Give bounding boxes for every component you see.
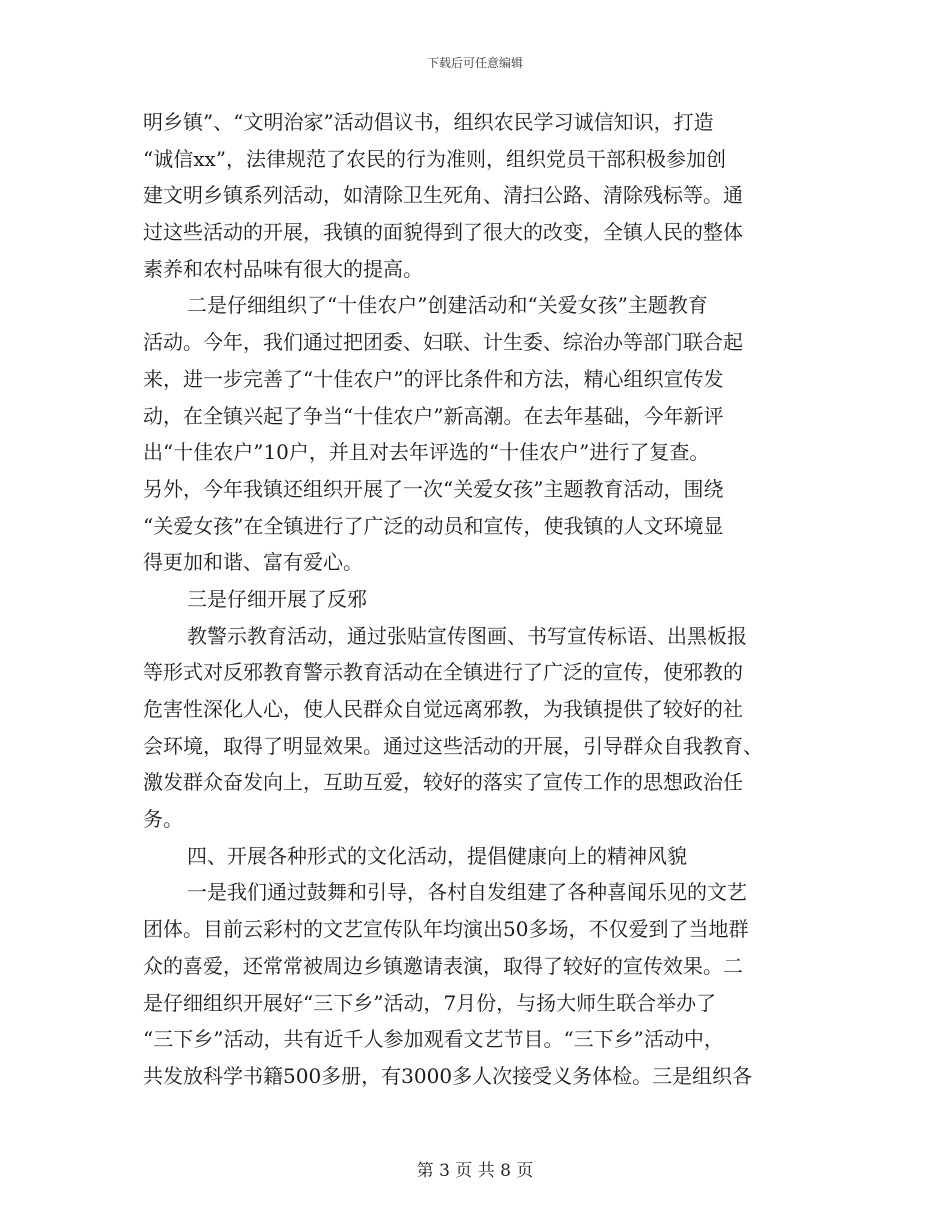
text-line: 二是仔细组织了“十佳农户”创建活动和“关爱女孩”主题教育 <box>187 293 708 318</box>
text-line: 得更加和谐、富有爱心。 <box>143 550 363 575</box>
text-line: 活动。今年，我们通过把团委、妇联、计生委、综治办等部门联合起 <box>143 330 743 355</box>
text-line: 明乡镇”、“文明治家”活动倡议书，组织农民学习诚信知识，打造 <box>143 110 714 134</box>
text-line: 等形式对反邪教育警示教育活动在全镇进行了广泛的宣传，使邪教的 <box>143 660 743 685</box>
body-text <box>143 104 811 1095</box>
page-footer: 第 3 页 共 8 页 <box>416 1161 534 1181</box>
text-line: 危害性深化人心，使人民群众自觉远离邪教，为我镇提供了较好的社 <box>143 697 743 721</box>
text-line: 过这些活动的开展，我镇的面貌得到了很大的改变，全镇人民的整体 <box>143 220 743 245</box>
text-line: 教警示教育活动，通过张贴宣传图画、书写宣传标语、出黑板报 <box>187 623 747 648</box>
text-line: 另外，今年我镇还组织开展了一次“关爱女孩”主题教育活动，围绕 <box>143 476 724 501</box>
header-note: 下载后可任意编辑 <box>426 56 523 70</box>
text-line: 会环境，取得了明显效果。通过这些活动的开展，引导群众自我教育、 <box>143 733 763 758</box>
text-line: 三是仔细开展了反邪 <box>187 586 367 611</box>
text-line: 共发放科学书籍500多册，有3000多人次接受义务体检。三是组织各 <box>143 1063 753 1088</box>
text-line: 来，进一步完善了“十佳农户”的评比条件和方法，精心组织宣传发 <box>143 366 724 391</box>
text-line: 出“十佳农户”10户，并且对去年评选的“十佳农户”进行了复查。 <box>143 440 710 465</box>
text-line: 众的喜爱，还常常被周边乡镇邀请表演，取得了较好的宣传效果。二 <box>143 953 743 978</box>
text-line: 建文明乡镇系列活动，如清除卫生死角、清扫公路、清除残标等。通 <box>143 183 743 208</box>
text-line: 激发群众奋发向上，互助互爱，较好的落实了宣传工作的思想政治任 <box>143 770 743 795</box>
text-line: 动，在全镇兴起了争当“十佳农户”新高潮。在去年基础，今年新评 <box>143 403 724 428</box>
text-line: 一是我们通过鼓舞和引导，各村自发组建了各种喜闻乐见的文艺 <box>187 880 747 905</box>
text-line: “三下乡”活动，共有近千人参加观看文艺节目。“三下乡”活动中， <box>143 1027 724 1052</box>
text-line: “关爱女孩”在全镇进行了广泛的动员和宣传，使我镇的人文环境显 <box>143 513 724 538</box>
text-line: 素养和农村品味有很大的提高。 <box>143 256 423 281</box>
text-line: 团体。目前云彩村的文艺宣传队年均演出50多场，不仅爱到了当地群 <box>143 917 749 942</box>
text-line: 四、开展各种形式的文化活动，提倡健康向上的精神风貌 <box>187 843 687 868</box>
text-line: 是仔细组织开展好“三下乡”活动，7月份，与扬大师生联合举办了 <box>143 990 717 1015</box>
text-line: 务。 <box>143 807 183 832</box>
text-line: “诚信xx”，法律规范了农民的行为准则，组织党员干部积极参加创 <box>143 146 727 171</box>
